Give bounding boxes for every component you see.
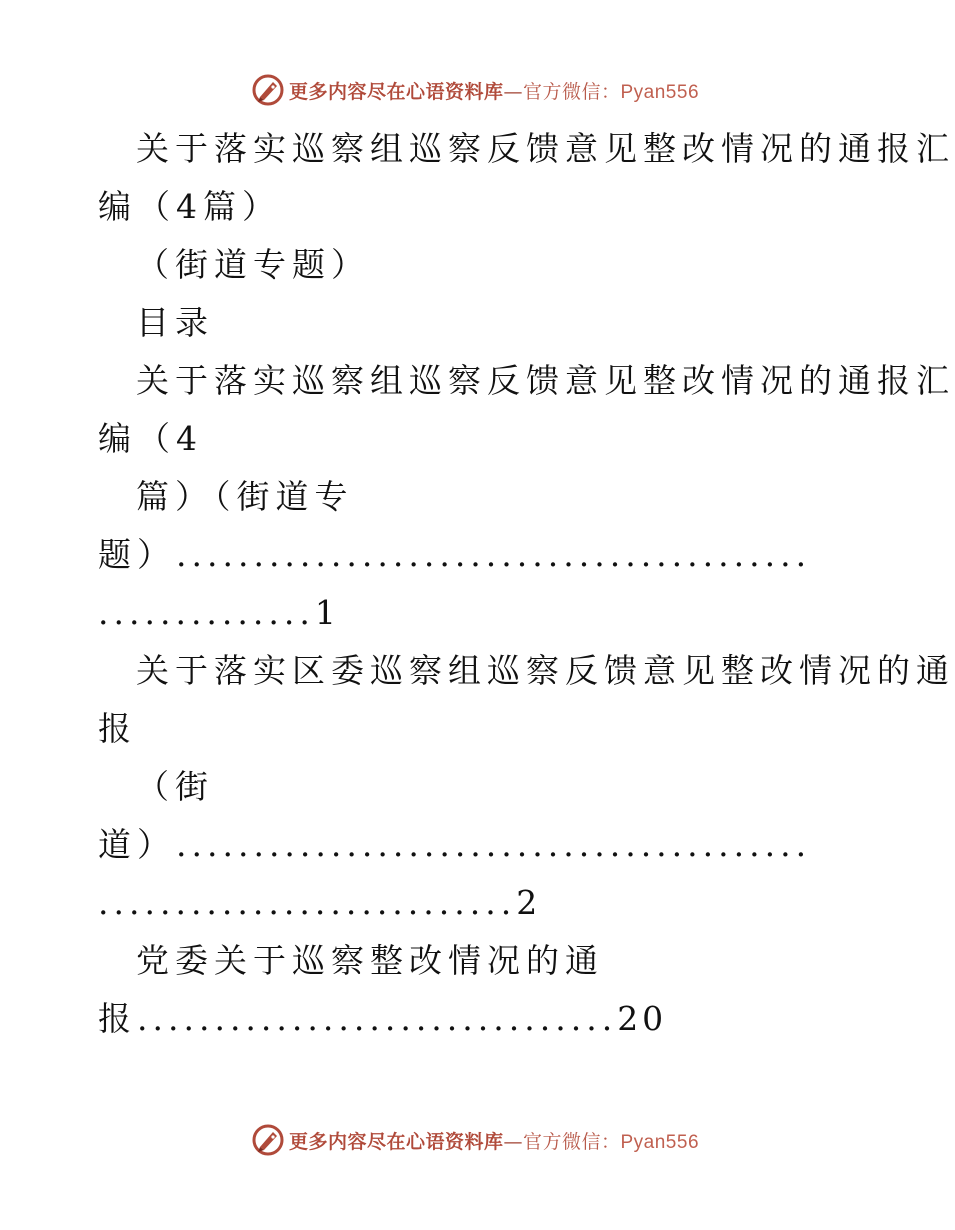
doc-title-line-1: 关于落实巡察组巡察反馈意见整改情况的通报汇 xyxy=(136,129,955,168)
toc-entry-2-leader-dots: ......................................... xyxy=(176,825,812,864)
toc-entry-3-leader-dots: ............................... xyxy=(137,999,618,1038)
toc-entry-3-page: 20 xyxy=(617,999,668,1038)
doc-title-line-2: 编（4篇） xyxy=(98,187,281,226)
banner-account: Pyan556 xyxy=(620,81,700,103)
footer-separator: — xyxy=(503,1130,523,1153)
footer-banner xyxy=(0,1120,950,1160)
toc-entry-1-leader-dots-2: .............. xyxy=(98,593,315,632)
toc-entry-1-line-4 xyxy=(98,526,858,584)
pen-logo-icon xyxy=(251,1123,285,1157)
toc-entry-3-line-1: 党委关于巡察整改情况的通 xyxy=(136,941,604,980)
toc-entry-3-line-2 xyxy=(98,990,858,1048)
toc-entry-2 xyxy=(98,642,955,932)
toc-entry-2-text-end: 道） xyxy=(98,825,176,864)
toc-heading: 目录 xyxy=(136,303,214,342)
toc-entry-2-line-1: 关于落实区委巡察组巡察反馈意见整改情况的通 xyxy=(136,651,955,690)
toc-entry-2-line-5 xyxy=(98,874,858,932)
toc-entry-3-text-end: 报 xyxy=(98,999,137,1038)
toc-entry-1-page: 1 xyxy=(314,593,340,632)
toc-entry-1-line-5 xyxy=(98,584,858,642)
banner-separator: — xyxy=(503,80,523,103)
toc-entry-1-line-3: 篇）（街道专 xyxy=(136,477,354,516)
toc-entry-1-leader-dots: ......................................... xyxy=(176,535,812,574)
toc-entry-1-text-end: 题） xyxy=(98,535,176,574)
toc-entry-2-page: 2 xyxy=(516,883,542,922)
header-banner xyxy=(0,70,950,110)
toc-entry-1 xyxy=(98,352,955,642)
toc-entry-2-line-2: 报 xyxy=(98,709,137,748)
footer-account: Pyan556 xyxy=(620,1131,700,1153)
banner-main-text: 更多内容尽在心语资料库 xyxy=(288,80,504,103)
pen-logo-icon xyxy=(251,73,285,107)
toc-entry-1-line-2: 编（4 xyxy=(98,419,203,458)
toc-entry-3 xyxy=(98,932,858,1048)
banner-label: 官方微信： xyxy=(522,80,621,103)
toc-entry-2-line-4 xyxy=(98,816,858,874)
toc-entry-1-line-1: 关于落实巡察组巡察反馈意见整改情况的通报汇 xyxy=(136,361,955,400)
footer-main-text: 更多内容尽在心语资料库 xyxy=(288,1130,504,1153)
footer-label: 官方微信： xyxy=(522,1130,621,1153)
document-body xyxy=(98,120,955,1048)
toc-entry-2-leader-dots-2: ........................... xyxy=(98,883,517,922)
doc-subtitle: （街道专题） xyxy=(136,245,370,284)
toc-entry-2-line-3: （街 xyxy=(136,767,214,806)
